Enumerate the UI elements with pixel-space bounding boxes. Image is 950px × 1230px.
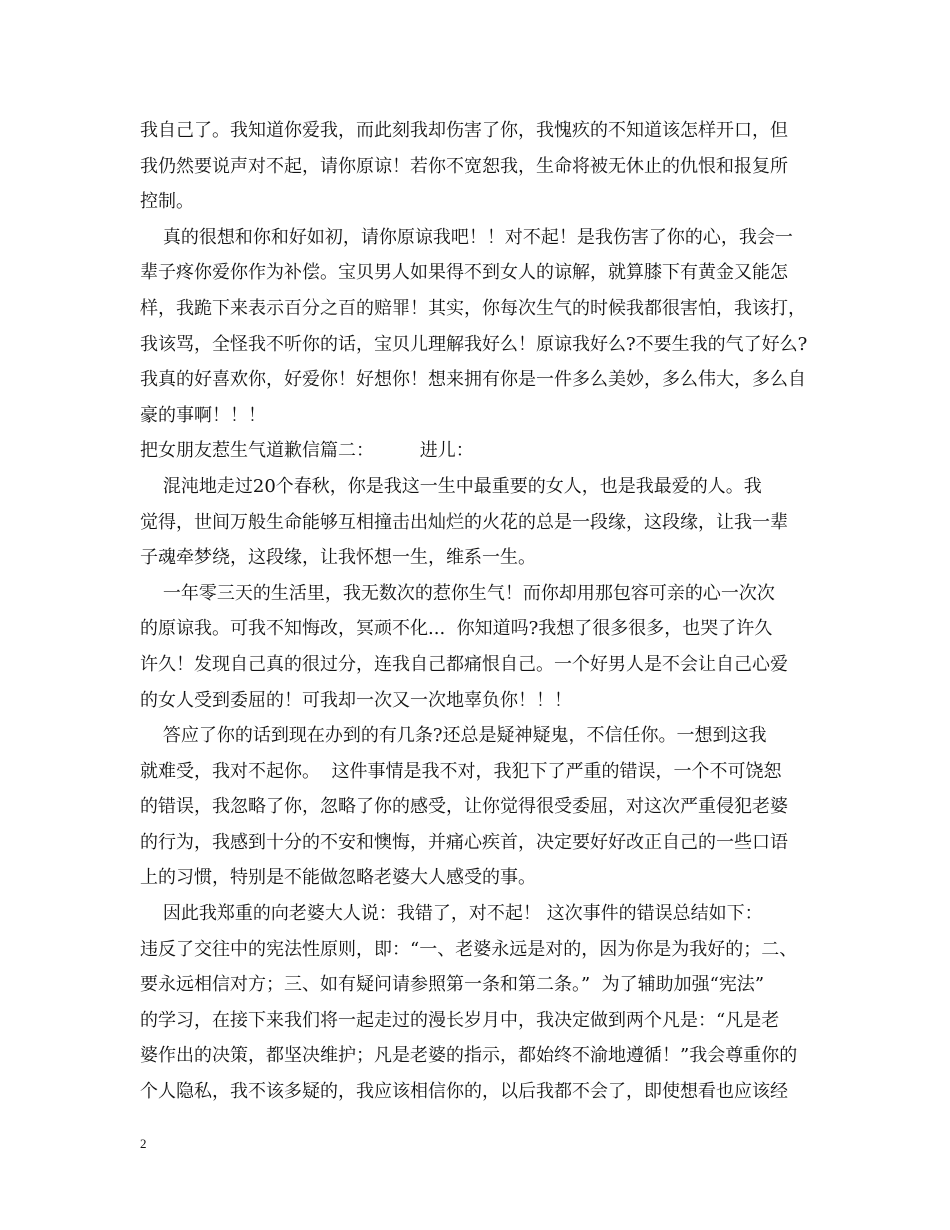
letter-body	[140, 113, 830, 1110]
text-line: 婆作出的决策，都坚决维护；凡是老婆的指示，都始终不渝地遵循！”我会尊重你的	[140, 1045, 798, 1067]
text-line: 的行为，我感到十分的不安和懊悔，并痛心疾首，决定要好好改正自己的一些口语	[140, 831, 788, 853]
text-line: 个人隐私，我不该多疑的，我应该相信你的，以后我都不会了，即使想看也应该经	[140, 1081, 788, 1103]
text-line: 违反了交往中的宪法性原则，即：“一、老婆永远是对的，因为你是为我好的；二、	[140, 938, 798, 960]
text-line: 因此我郑重的向老婆大人说：我错了，对不起！ 这次事件的错误总结如下：	[140, 903, 763, 925]
text-line: 子魂牵梦绕，这段缘，让我怀想一生，维系一生。	[140, 547, 536, 569]
text-line: 豪的事啊！！！	[140, 404, 266, 426]
text-line: 的错误，我忽略了你，忽略了你的感受，让你觉得很受委屈，对这次严重侵犯老婆	[140, 796, 788, 818]
text-line: 的原谅我。可我不知悔改，冥顽不化... 你知道吗?我想了很多很多，也哭了许久	[140, 618, 773, 640]
text-line: 就难受，我对不起你。 这件事情是我不对，我犯下了严重的错误，一个不可饶恕	[140, 760, 782, 782]
text-line: 上的习惯，特别是不能做忽略老婆大人感受的事。	[140, 867, 536, 889]
text-line: 我自己了。我知道你爱我，而此刻我却伤害了你，我愧疚的不知道该怎样开口，但	[140, 120, 788, 141]
text-line: 我真的好喜欢你，好爱你！好想你！想来拥有你是一件多么美妙，多么伟大，多么自	[140, 369, 806, 391]
text-line: 一年零三天的生活里，我无数次的惹你生气！而你却用那包容可亲的心一次次	[140, 582, 775, 604]
text-line: 混沌地走过20个春秋，你是我这一生中最重要的女人，也是我最爱的人。我	[140, 475, 762, 497]
text-line: 的学习，在接下来我们将一起走过的漫长岁月中，我决定做到两个凡是：“凡是老	[140, 1009, 780, 1031]
page-number: 2	[140, 1136, 147, 1151]
text-line: 控制。	[140, 191, 194, 213]
text-line: 觉得，世间万般生命能够互相撞击出灿烂的火花的总是一段缘，这段缘，让我一辈	[140, 511, 788, 533]
text-line: 样，我跪下来表示百分之百的赔罪！其实，你每次生气的时候我都很害怕，我该打，	[140, 297, 806, 319]
text-line: 我该骂，全怪我不听你的话，宝贝儿理解我好么！原谅我好么?不要生我的气了好么?	[140, 333, 808, 355]
text-line: 答应了你的话到现在办到的有几条?还总是疑神疑鬼，不信任你。一想到这我	[140, 725, 767, 747]
text-line: 的女人受到委屈的！可我却一次又一次地辜负你！！！	[140, 689, 572, 711]
text-line: 真的很想和你和好如初，请你原谅我吧！！对不起！是我伤害了你的心，我会一	[140, 226, 793, 248]
text-line: 辈子疼你爱你作为补偿。宝贝男人如果得不到女人的谅解，就算膝下有黄金又能怎	[140, 262, 788, 284]
text-line: 我仍然要说声对不起，请你原谅！若你不宽恕我，生命将被无休止的仇恨和报复所	[140, 155, 788, 177]
text-line: 许久！发现自己真的很过分，连我自己都痛恨自己。一个好男人是不会让自己心爱	[140, 653, 788, 675]
section-heading: 把女朋友惹生气道歉信篇二： 进儿：	[140, 440, 474, 462]
text-line: 要永远相信对方；三、如有疑问请参照第一条和第二条。” 为了辅助加强“宪法”	[140, 974, 765, 996]
